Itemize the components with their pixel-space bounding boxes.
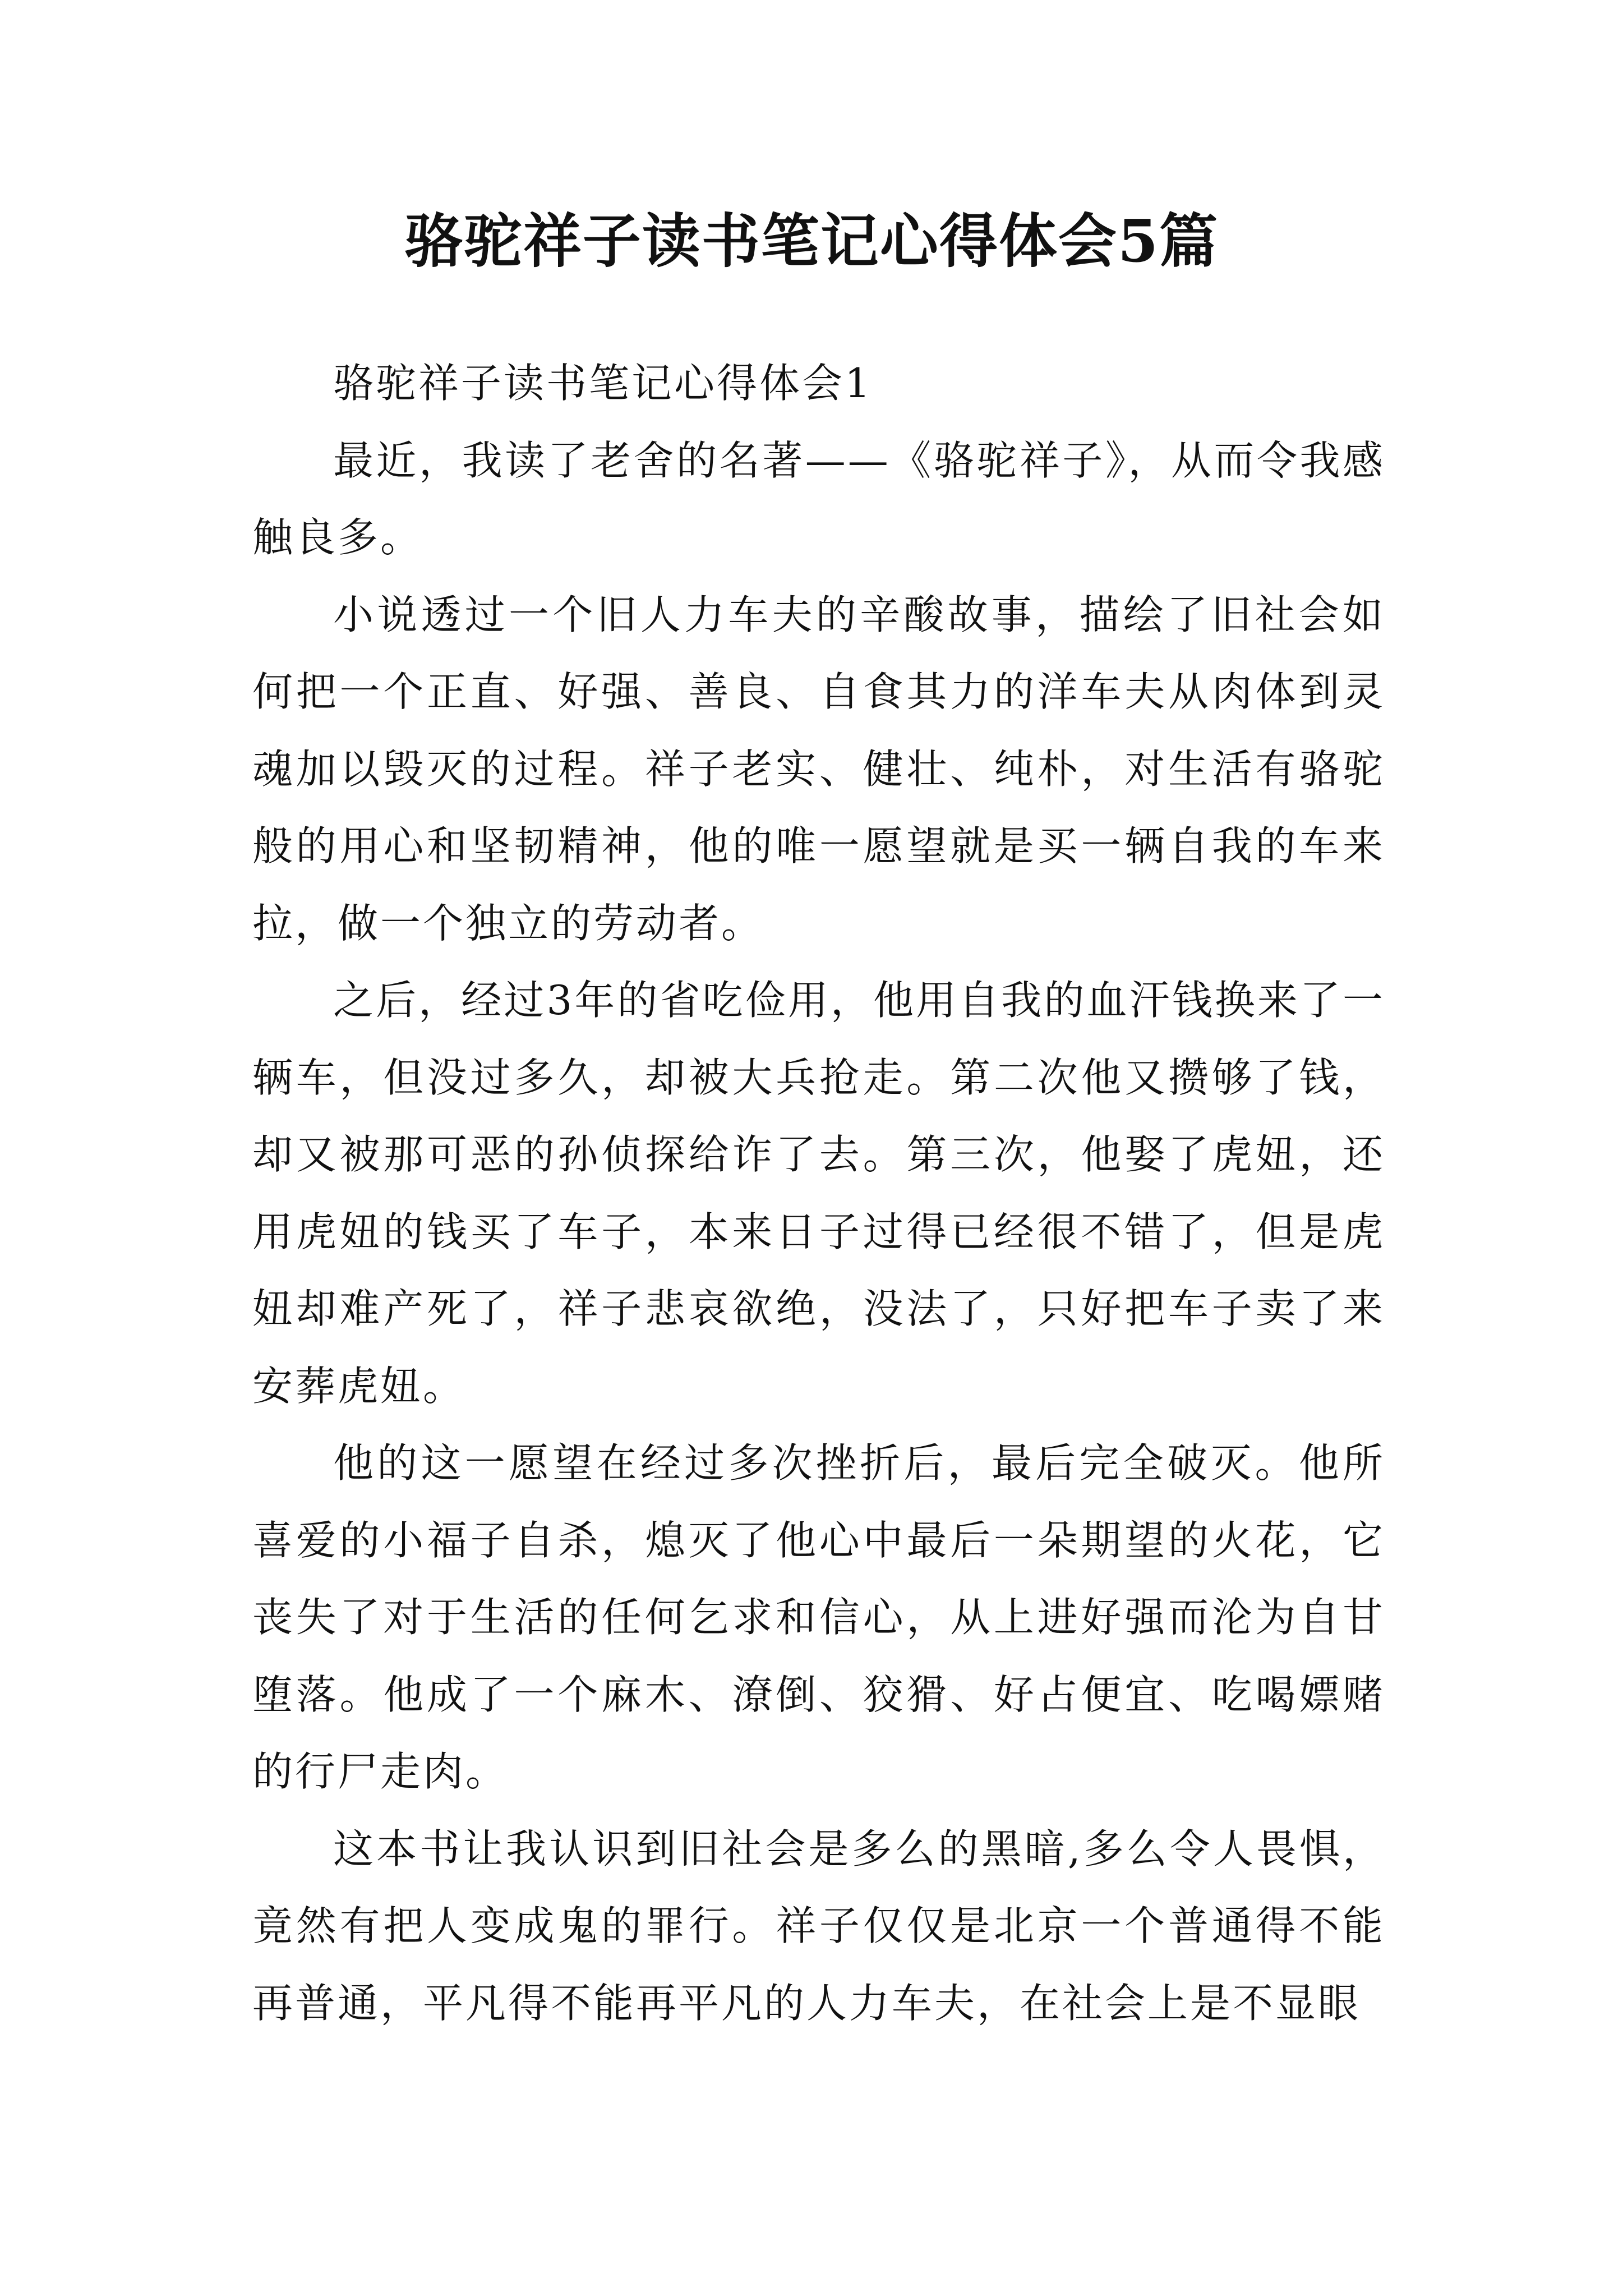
paragraph: 这本书让我认识到旧社会是多么的黑暗,多么令人畏惧，竟然有把人变成鬼的罪行。祥子仅仅是北京一个普通得不能再普通，平凡得不能再平凡的人力车夫，在社会上是不显眼 <box>252 1825 1385 2027</box>
paragraph: 小说透过一个旧人力车夫的辛酸故事，描绘了旧社会如何把一个正直、好强、善良、自食其力的洋车夫从肉体到灵魂加以毁灭的过程。祥子老实、健壮、纯朴，对生活有骆驼般的用心和坚韧精神，他的唯一愿望就是买一辆自我的车来拉，做一个独立的劳动者。 <box>252 591 1385 947</box>
paragraph: 之后，经过3年的省吃俭用，他用自我的血汗钱换来了一辆车，但没过多久，却被大兵抢走。第二次他又攒够了钱，却又被那可恶的孙侦探给诈了去。第三次，他娶了虎妞，还用虎妞的钱买了车子，本来日子过得已经很不错了，但是虎妞却难产死了，祥子悲哀欲绝，没法了，只好把车子卖了来安葬虎妞。 <box>252 977 1385 1410</box>
paragraph: 最近，我读了老舍的名著——《骆驼祥子》，从而令我感触良多。 <box>252 436 1385 561</box>
paragraph: 他的这一愿望在经过多次挫折后，最后完全破灭。他所喜爱的小福子自杀，熄灭了他心中最后一朵期望的火花，它丧失了对于生活的任何乞求和信心，从上进好强而沦为自甘堕落。他成了一个麻木、潦倒、狡猾、好占便宜、吃喝嫖赌的行尸走肉。 <box>252 1439 1385 1795</box>
document-title: 骆驼祥子读书笔记心得体会5篇 <box>404 206 1219 275</box>
section-heading: 骆驼祥子读书笔记心得体会1 <box>333 360 873 407</box>
document-body <box>252 345 1385 2042</box>
